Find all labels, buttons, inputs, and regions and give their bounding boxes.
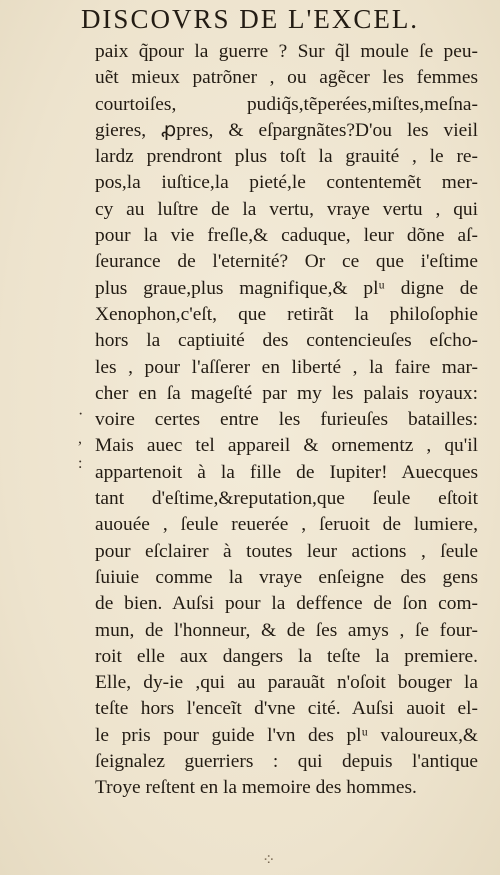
text-line: auouée , ſeule reuerée , ſeruoit de lumiere, [95, 514, 478, 536]
text-line: voire certes entre les furieuſes batailles: [95, 409, 478, 431]
body-text [95, 39, 478, 802]
text-line: Mais auec tel appareil & ornementz , qu'il [95, 435, 478, 457]
margin-mark: , [78, 430, 82, 447]
text-line: courtoiſes, pudiq̃s,tẽperées,miſtes,meſna- [95, 93, 478, 115]
text-line: ſeignalez guerriers : qui depuis l'antique [95, 751, 478, 773]
text-line: de bien. Auſsi pour la deffence de ſon com- [95, 593, 478, 615]
text-line: Troye reſtent en la memoire des hommes. [95, 777, 417, 799]
text-line: hors la captiuité des contencieuſes eſcho- [95, 330, 478, 352]
text-line: cher en ſa mageſté par my les palais royaux: [95, 382, 478, 404]
text-line: paix q̃pour la guerre ? Sur q̃l moule ſe peu- [95, 41, 478, 62]
text-line: tant d'eſtime,&reputation,que ſeule eſtoit [95, 488, 478, 510]
text-line: Elle, dy-ie ,qui au parauãt n'oſoit bouger la [95, 672, 478, 694]
text-line: les , pour l'aſſerer en liberté , la faire mar- [95, 356, 478, 378]
margin-mark: · [78, 406, 84, 423]
text-line: teſte hors l'enceĩt d'vne cité. Auſsi auoit el- [95, 698, 478, 720]
text-line: appartenoit à la fille de Iupiter! Auecques [95, 461, 478, 483]
text-line: le pris pour guide l'vn des plᵘ valoureux,& [95, 724, 478, 746]
text-line: pour eſclairer à toutes leur actions , ſeule [95, 540, 478, 562]
margin-mark: : [78, 455, 83, 472]
text-line: roit elle aux dangers la teſte la premiere. [95, 645, 478, 667]
text-line: pos,la iuſtice,la pieté,le contentemẽt mer- [95, 172, 478, 194]
text-line: ſuiuie comme la vraye enſeigne des gens [95, 566, 478, 588]
text-line: plus graue,plus magnifique,& plᵘ digne de [95, 277, 478, 299]
text-line: pour la vie freſle,& caduque, leur dõne aſ- [95, 225, 478, 247]
text-line: mun, de l'honneur, & de ſes amys , ſe four- [95, 619, 478, 641]
text-line: ſeurance de l'eternité? Or ce que i'eſtime [95, 251, 478, 273]
text-line: lardz prendront plus toſt la grauité , le re- [95, 146, 478, 168]
text-line: gieres, ꝓpres, & eſpargnãtes?D'ou les vieil [95, 119, 478, 141]
running-head: DISCOVRS DE L'EXCEL. [80, 4, 420, 34]
text-line: Xenophon,c'eſt, que retirãt la philoſophie [95, 303, 478, 325]
text-line: uẽt mieux patrõner , ou agẽcer les femmes [95, 67, 478, 89]
text-line: cy au luſtre de la vertu, vraye vertu , qui [95, 198, 478, 220]
page-ornament: ⁘ [262, 852, 276, 869]
